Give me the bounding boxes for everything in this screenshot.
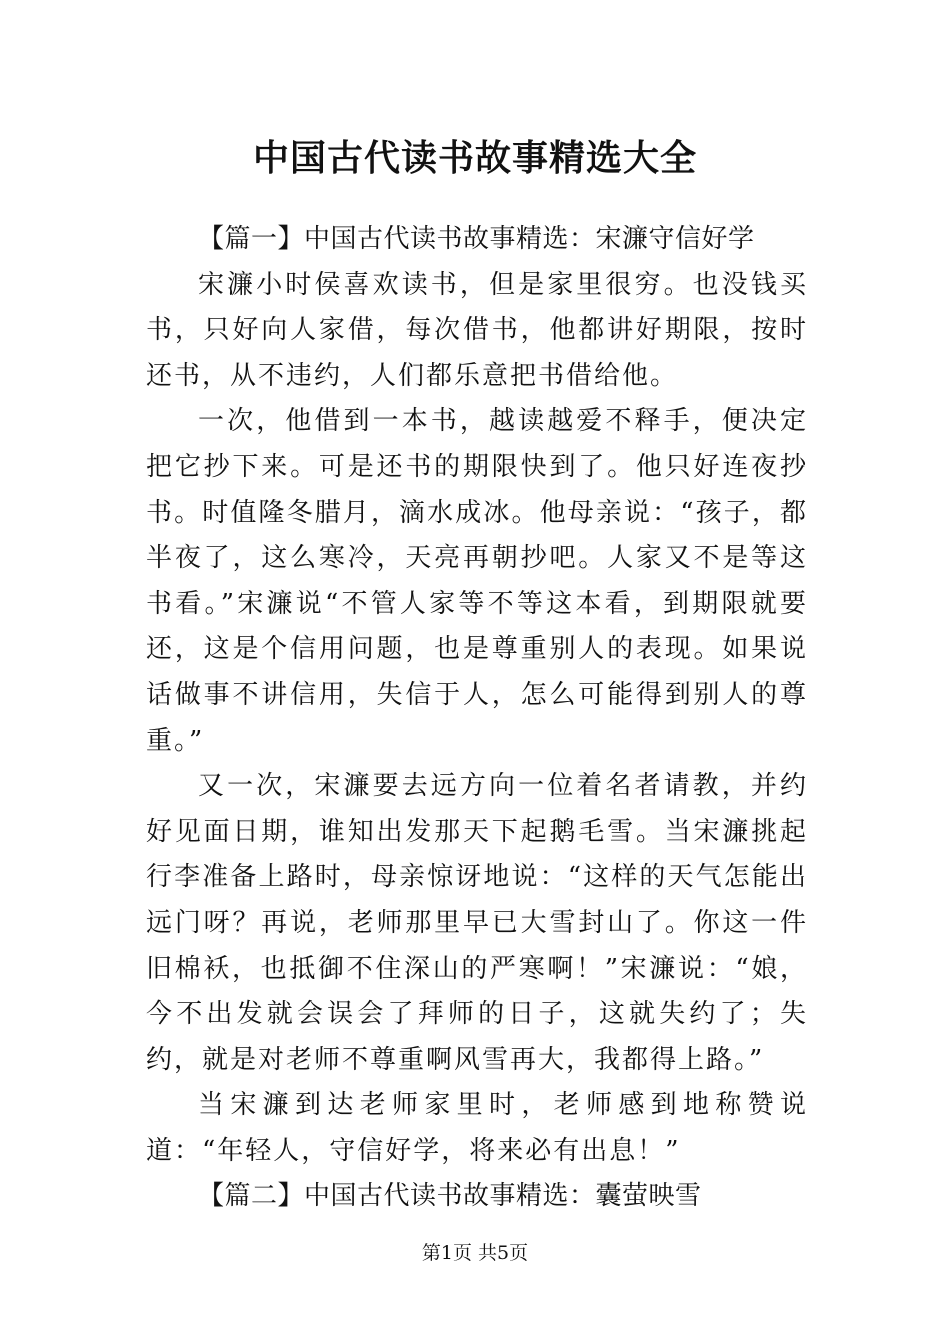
body-paragraph-2: 一次，他借到一本书，越读越爱不释手，便决定把它抄下来。可是还书的期限快到了。他只好连夜抄书。时值隆冬腊月，滴水成冰。他母亲说：“孩子，都半夜了，这么寒冷，天亮再朝抄吧。人家又不是等这书看。”宋濂说“不管人家等不等这本看，到期限就要还，这是个信用问题，也是尊重别人的表现。如果说话做事不讲信用，失信于人，怎么可能得到别人的尊重。”	[146, 406, 808, 756]
section-heading-2: 【篇二】中国古代读书故事精选：囊萤映雪	[198, 1181, 702, 1212]
body-paragraph-4: 当宋濂到达老师家里时，老师感到地称赞说道：“年轻人，守信好学，将来必有出息！”	[146, 1090, 808, 1166]
document-title: 中国古代读书故事精选大全	[252, 137, 697, 179]
section-heading-1: 【篇一】中国古代读书故事精选：宋濂守信好学	[198, 224, 755, 254]
body-paragraph-1: 宋濂小时侯喜欢读书，但是家里很穷。也没钱买书，只好向人家借，每次借书，他都讲好期限，按时还书，从不违约，人们都乐意把书借给他。	[146, 269, 808, 391]
page-footer: 第1页 共5页	[421, 1242, 529, 1264]
document-body	[146, 217, 808, 1220]
body-paragraph-3: 又一次，宋濂要去远方向一位着名者请教，并约好见面日期，谁知出发那天下起鹅毛雪。当宋濂挑起行李准备上路时，母亲惊讶地说：“这样的天气怎能出远门呀？再说，老师那里早已大雪封山了。你这一件旧棉袄，也抵御不住深山的严寒啊！”宋濂说：“娘，今不出发就会误会了拜师的日子，这就失约了；失约，就是对老师不尊重啊风雪再大，我都得上路。”	[146, 771, 808, 1075]
